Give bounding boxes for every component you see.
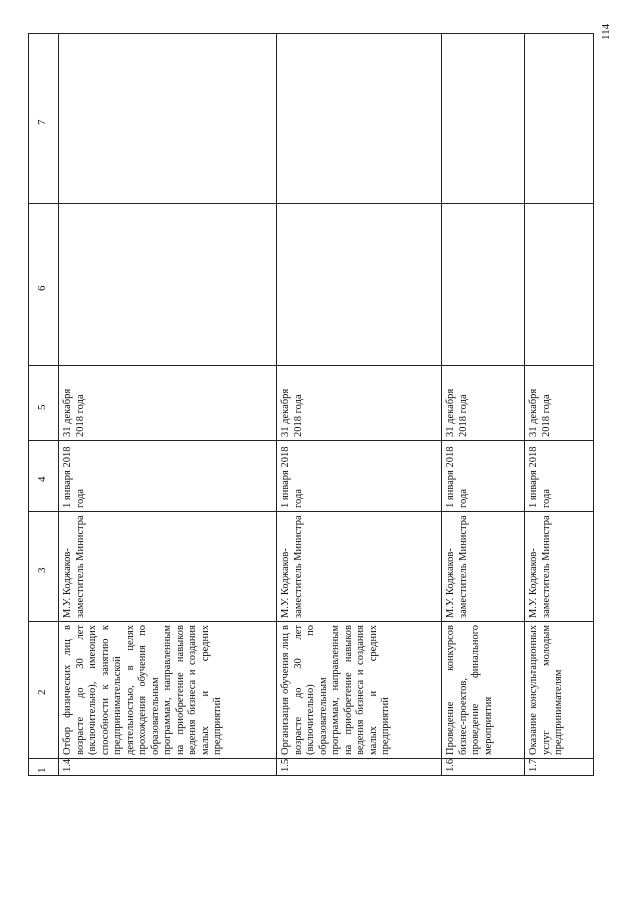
row-1-4-start: 1 января 2018 года	[62, 446, 86, 508]
page-number: 114	[600, 23, 612, 40]
header-divider	[58, 33, 59, 775]
row-1-4-responsible: М.У. Коджаков-заместитель Министра	[62, 515, 86, 618]
row-1-6-task: Проведение конкурсов бизнес-проектов, проведение финального мероприятия	[445, 625, 494, 755]
col-divider-6-5	[28, 365, 594, 366]
col-header-1: 1	[36, 767, 48, 773]
row-1-5-start: 1 января 2018 года	[280, 446, 304, 508]
col-header-6: 6	[36, 285, 48, 291]
row-1-6-num: 1.6	[445, 758, 456, 772]
row-divider-3	[524, 33, 525, 775]
col-divider-7-6	[28, 203, 594, 204]
col-header-7: 7	[36, 119, 48, 125]
col-header-5: 5	[36, 404, 48, 410]
row-1-5-num: 1.5	[280, 758, 291, 772]
row-1-7-responsible: М.У. Коджаков-заместитель Министра	[528, 515, 552, 618]
row-1-4-end: 31 декабря 2018 года	[62, 388, 86, 437]
row-1-7-end: 31 декабря 2018 года	[528, 388, 552, 437]
row-divider-2	[441, 33, 442, 775]
row-1-6-start: 1 января 2018 года	[445, 446, 469, 508]
col-header-4: 4	[36, 476, 48, 482]
row-1-4-task: Отбор физических лиц в возрасте до 30 лет (включительно), имеющих способности к занятию к предпринимательской деятельностью, в целях прохождения обучения по образовательным программам, направленным на приобретение навыков ведения бизнеса и создания малых и средних предприятий	[62, 625, 223, 755]
row-1-5-end: 31 декабря 2018 года	[280, 388, 304, 437]
row-1-4-num: 1.4	[62, 758, 73, 772]
row-1-6-responsible: М.У. Коджаков-заместитель Министра	[445, 515, 469, 618]
col-divider-2-1	[28, 758, 594, 759]
table-border-right	[593, 33, 594, 775]
col-divider-3-2	[28, 621, 594, 622]
col-header-3: 3	[36, 567, 48, 573]
col-header-2: 2	[36, 689, 48, 695]
row-1-6-end: 31 декабря 2018 года	[445, 388, 469, 437]
row-1-7-task: Оказание консультационных услуг молодым предпринимателям	[528, 625, 564, 755]
table-border-top	[28, 33, 594, 34]
table-border-left	[28, 33, 29, 775]
col-divider-4-3	[28, 511, 594, 512]
row-divider-1	[276, 33, 277, 775]
table-border-bottom	[28, 775, 594, 776]
row-1-5-responsible: М.У. Коджаков-заместитель Министра	[280, 515, 304, 618]
row-1-7-start: 1 января 2018 года	[528, 446, 552, 508]
row-1-5-task: Организация обучения лиц в возрасте до 30 лет (включительно) по образовательным программам, направленным на приобретение навыков ведения бизнеса и создания малых и средних предприятий	[280, 625, 391, 755]
col-divider-5-4	[28, 440, 594, 441]
row-1-7-num: 1.7	[528, 758, 539, 772]
